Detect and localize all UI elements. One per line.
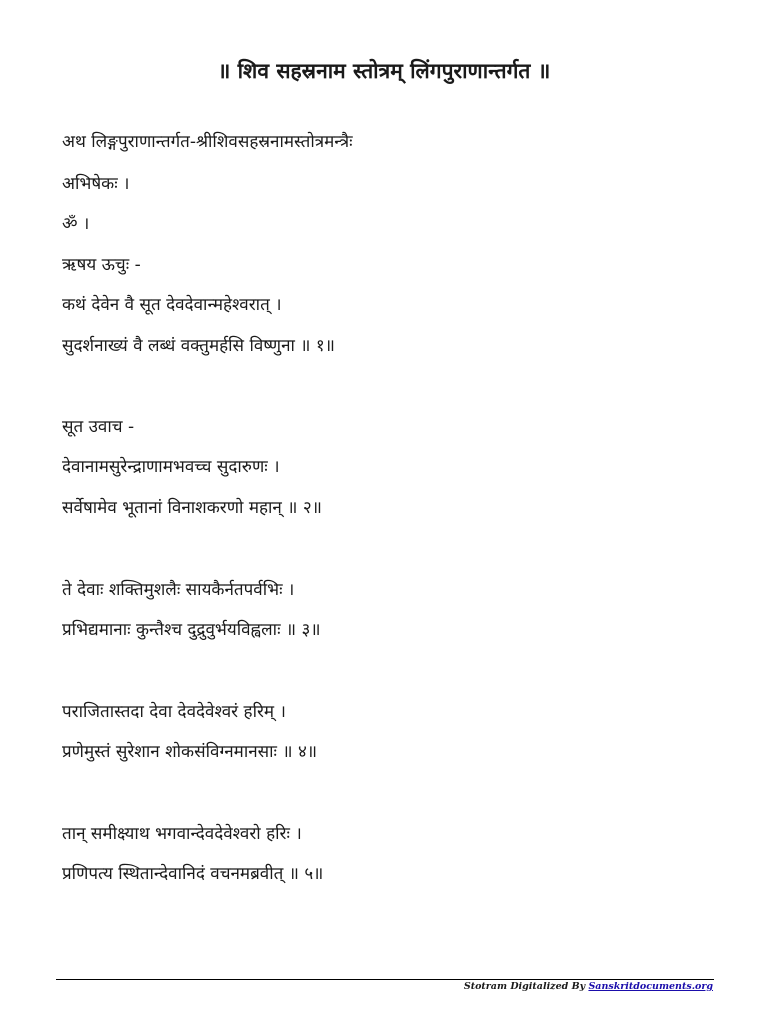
text-line: देवानामसुरेन्द्राणामभवच्च सुदारुणः । — [62, 457, 280, 477]
text-line: अथ लिङ्गपुराणान्तर्गत-श्रीशिवसहस्रनामस्तोत्रमन्त्रैः — [62, 132, 353, 152]
text-line: अभिषेकः । — [62, 174, 130, 194]
footer-prefix: Stotram Digitalized By — [463, 981, 589, 992]
text-line: प्रभिद्यमानाः कुन्तैश्च दुद्रुवुर्भयविह्वलाः ॥ ३॥ — [62, 620, 321, 640]
footer-link[interactable]: Sanskritdocuments.org — [588, 981, 713, 992]
page-title: ॥ शिव सहस्रनाम स्तोत्रम् लिंगपुराणान्तर्गत ॥ — [217, 59, 551, 83]
text-line: सूत उवाच - — [62, 417, 135, 437]
text-line: ते देवाः शक्तिमुशलैः सायकैर्नतपर्वभिः । — [62, 580, 295, 600]
footer-credit — [464, 980, 713, 993]
text-line: प्रणेमुस्तं सुरेशान शोकसंविग्नमानसाः ॥ ४॥ — [62, 742, 318, 762]
text-line: तान् समीक्ष्याथ भगवान्देवदेवेश्वरो हरिः । — [62, 824, 302, 844]
text-line: कथं देवेन वै सूत देवदेवान्महेश्वरात् । — [62, 295, 282, 315]
text-line: ॐ । — [62, 214, 90, 234]
text-line: पराजितास्तदा देवा देवदेवेश्वरं हरिम् । — [62, 702, 286, 722]
text-line: ऋषय ऊचुः - — [62, 255, 141, 275]
text-line: प्रणिपत्य स्थितान्देवानिदं वचनमब्रवीत् ॥ ५॥ — [62, 864, 324, 884]
text-line: सर्वेषामेव भूतानां विनाशकरणो महान् ॥ २॥ — [62, 498, 322, 518]
text-line: सुदर्शनाख्यं वै लब्धं वक्तुमर्हसि विष्णुना ॥ १॥ — [62, 336, 335, 356]
